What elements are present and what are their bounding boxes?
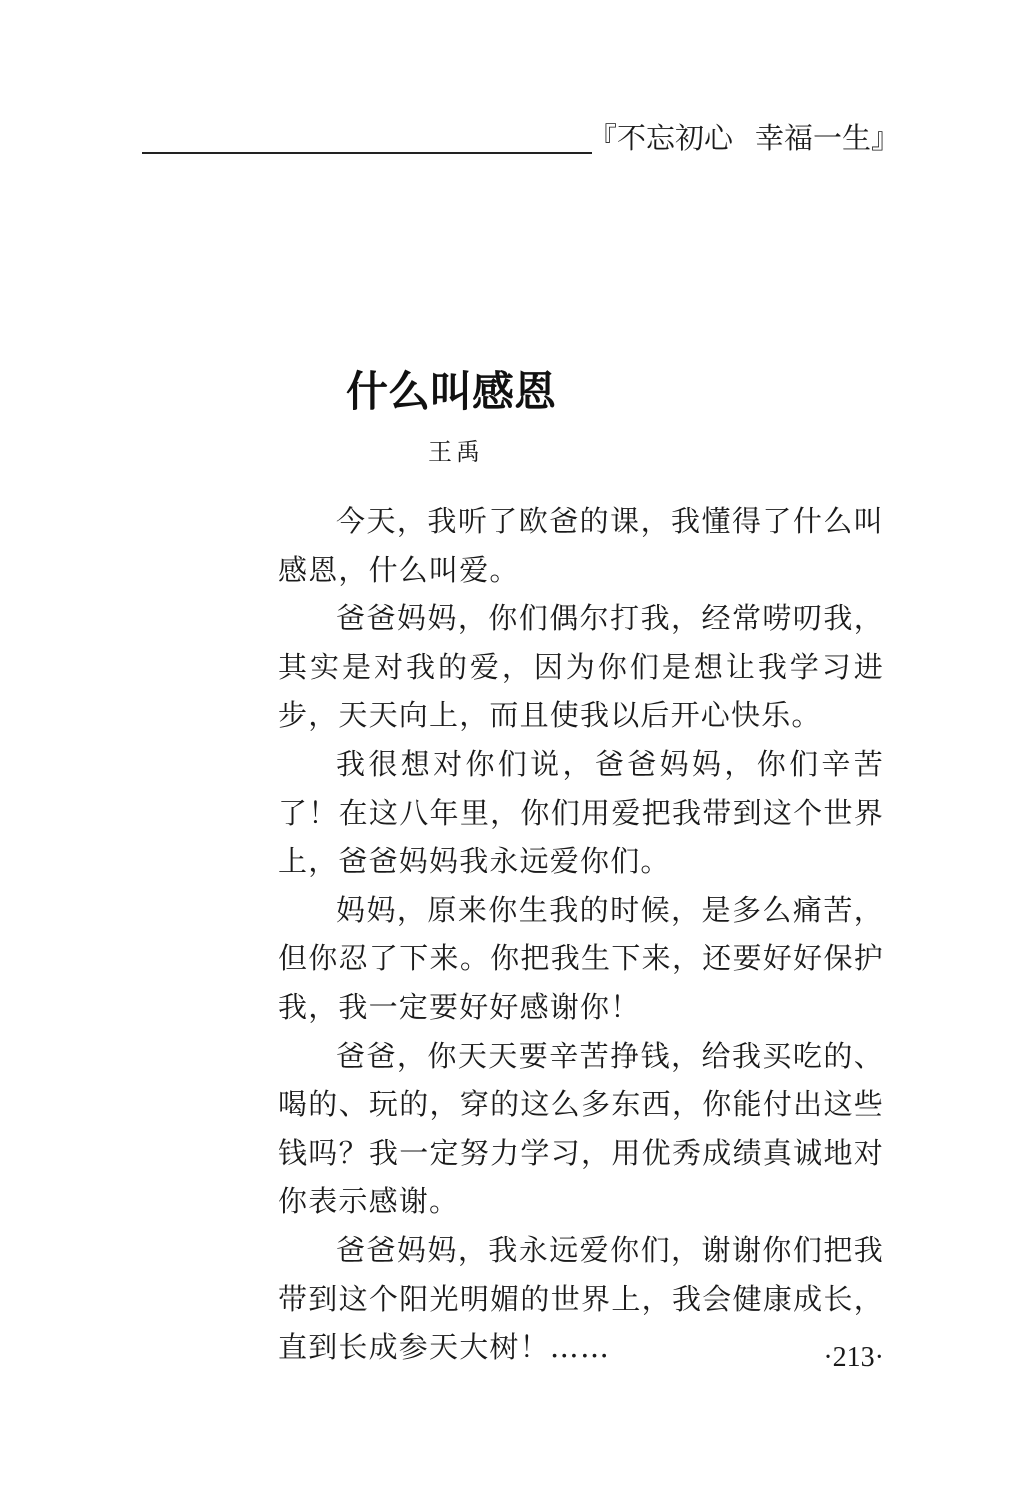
paragraph: 妈妈，原来你生我的时候，是多么痛苦，但你忍了下来。你把我生下来，还要好好保护我，我一定要好好感谢你！ bbox=[278, 892, 884, 1024]
paragraph: 今天，我听了欧爸的课，我懂得了什么叫感恩，什么叫爱。 bbox=[278, 504, 884, 587]
paragraph: 爸爸妈妈，你们偶尔打我，经常唠叨我，其实是对我的爱，因为你们是想让我学习进步，天天向上，而且使我以后开心快乐。 bbox=[278, 601, 884, 733]
running-head bbox=[588, 118, 900, 158]
header-rule bbox=[142, 152, 592, 154]
running-head-part1: 『不忘初心 bbox=[588, 121, 734, 155]
article-body bbox=[278, 497, 884, 1372]
paragraph: 爸爸妈妈，我永远爱你们，谢谢你们把我带到这个阳光明媚的世界上，我会健康成长，直到长成参天大树！…… bbox=[278, 1232, 884, 1365]
article-author: 王禹 bbox=[428, 438, 484, 466]
running-head-part2: 幸福一生』 bbox=[755, 121, 901, 155]
page-number: ·213· bbox=[823, 1342, 884, 1373]
paragraph: 爸爸，你天天要辛苦挣钱，给我买吃的、喝的、玩的，穿的这么多东西，你能付出这些钱吗？我一定努力学习，用优秀成绩真诚地对你表示感谢。 bbox=[278, 1038, 884, 1219]
paragraph: 我很想对你们说，爸爸妈妈，你们辛苦了！在这八年里，你们用爱把我带到这个世界上，爸爸妈妈我永远爱你们。 bbox=[278, 746, 884, 879]
article-title: 什么叫感恩 bbox=[346, 367, 557, 416]
